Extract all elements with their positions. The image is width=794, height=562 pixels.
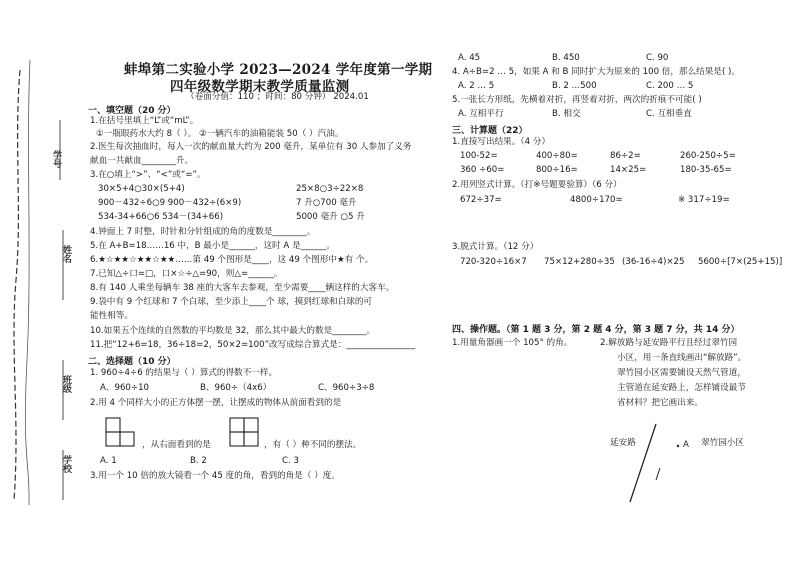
s1-q4: 4.钟面上 7 时整，时针和分针组成的角的度数是________。 [90,227,316,237]
s2-q2-end: ，有（ ）种不同的摆法。 [264,440,362,450]
s3-expr-1: 720-320÷16×7 [460,257,527,267]
s1-q2-line2: 献血一共献血________升。 [90,156,194,166]
s1-q9-line2: 能性相等。 [90,311,133,321]
s3-r2-c2: 800÷16= [536,165,578,175]
s2-q2: 2.用 4 个同样大小的正方体摆一摆，让摆成的物体从前面看到的是 [90,398,342,408]
r-q4-option-b: B. 2 …500 [552,81,597,91]
r-q5-option-b: B. 相交 [552,109,581,119]
s3-r2-c4: 180-35-65= [680,165,732,175]
s3-r2-c1: 360 ÷60= [460,165,505,175]
exam-title-line2: 四年级数学期末教学质量监测 [170,79,350,95]
s1-q7: 7.已知△÷口=□，口×☆÷△=90，则△=______。 [90,269,283,279]
s1-q3-r2-left: 900－432÷6○9 900－432÷(6×9) [98,198,242,208]
s3-expr-4: 5600÷[7×(25+15)] [698,257,783,267]
s1-q5: 5.在 A+B=18……16 中，B 最小是______，这时 A 是______。 [90,241,335,251]
s2-q2-option-c: C. 3 [282,456,299,466]
exam-title-line1: 蚌埠第二实验小学 2023—2024 学年度第一学期 [124,62,433,78]
s3-expr-3: (36-16÷4)×25 [622,257,685,267]
binding-margin [0,0,96,520]
s4-q2-line1: 2.解放路与延安路平行且经过翠竹园 [600,338,738,348]
front-view-figure [104,416,140,454]
s1-q3-r1-right: 25×8○3÷22×8 [296,184,364,194]
s3-vertical-2: 4800÷170= [570,195,623,205]
point-a-label: A [683,440,689,450]
s3-expr-2: 75×12+280÷35 [544,257,615,267]
s2-q1-option-a: A、960÷10 [100,383,150,393]
s2-q1-option-b: B、960÷（4x6） [200,383,272,393]
s1-q10: 10.如果五个连续的自然数的平均数是 32，那么其中最大的数是________。 [90,326,376,336]
s4-q2-line5: 省材料？把它画出来。 [617,398,703,408]
road-diagram [600,410,720,510]
s3-part2: 2.用列竖式计算。（打※号题要验算）（6 分） [452,180,622,190]
s1-q3-r3-right: 5000 毫升 ○5 升 [296,212,365,222]
s3-r1-c1: 100-52= [460,151,498,161]
r-q3-option-b: B. 450 [552,53,580,63]
r-q4-option-a: A. 2 … 5 [458,81,495,91]
s3-r1-c4: 260-250÷5= [680,151,736,161]
s2-q3: 3.用一个 10 倍的放大镜看一个 45 度的角，看到的角是（ ）度。 [90,471,340,481]
s4-q2-line2: 小区，用一条直线画出“解放路”。 [617,353,747,363]
s1-q1: 1.在括号里填上“L”或“mL”。 [90,116,199,126]
s3-vertical-1: 672÷37= [460,195,502,205]
cuizhuyuan-community-label: 翠竹园小区 [701,438,744,448]
r-q3-option-c: C. 90 [646,53,669,63]
s3-r2-c3: 14×25= [610,165,647,175]
s1-q1-sub: ①一瓶眼药水大约 8（ ）。 ②一辆汽车的油箱能装 50（ ）汽油。 [96,129,344,139]
r-q5: 5.一张长方形纸，先横着对折，再竖着对折，两次的折痕不可能( ) [452,95,702,105]
school-label: 学校 [61,455,71,473]
s1-q11: 11.把“12+6=18，36÷18=2，50×2=100”改写成综合算式是：________________ [90,340,416,350]
s2-q2-option-b: B. 2 [190,456,207,466]
section1-heading: 一、填空题（20 分） [88,106,176,116]
s3-part3: 3.脱式计算。（12 分） [452,242,539,252]
r-q3-option-a: A. 45 [458,53,481,63]
s4-q1: 1.用量角器画一个 105° 的角。 [452,338,573,348]
section2-heading: 二、选择题（10 分） [88,357,176,367]
r-q4: 4. A÷B=2 … 5，如果 A 和 B 同时扩大为原来的 100 倍，那么结果是( )。 [452,67,740,77]
s2-q1: 1. 960÷4÷6 的结果与（ ）算式的得数不一样。 [90,368,278,378]
s3-vertical-3: ※ 317÷19= [678,195,730,205]
s3-r1-c2: 400÷80= [536,151,578,161]
s1-q9-line1: 9.袋中有 9 个红球和 7 个白球，至少添上____个 球，摸到红球和白球的可 [90,297,373,307]
exam-info: （卷面分值：110 ；时间：80 分钟） 2024.01 [186,92,369,102]
s3-r1-c3: 86÷2= [610,151,641,161]
r-q5-option-c: C. 互相垂直 [646,109,692,119]
s3-part1: 1.直接写出结果。（4 分） [452,137,551,147]
right-view-figure [228,416,264,454]
name-label: 姓名 [61,245,71,263]
section3-heading: 三、计算题（22） [452,126,528,136]
r-q4-option-c: C. 200 … 5 [646,81,694,91]
section4-heading: 四、操作题。（第 1 题 3 分，第 2 题 4 分，第 3 题 7 分，共 14 分） [452,325,740,335]
s1-q3-r2-right: 7 升○700 毫升 [296,198,357,208]
student-number-label: 学号 [51,150,61,168]
s2-q2-option-a: A. 1 [100,456,117,466]
s1-q6: 6.★☆★★☆★★☆★★……第 49 个图形是____，这 49 个图形中★有 个。 [90,255,374,265]
s1-q3-r1-left: 30×5+4○30×(5+4) [98,184,185,194]
class-label: 班级 [61,375,71,393]
s2-q1-option-c: C、960÷3÷8 [318,383,375,393]
s4-q2-line3: 翠竹园小区需要铺设天然气管道， [617,368,746,378]
s1-q8: 8.有 140 人乘坐每辆车 38 座的大客车去参观，至少需要____辆这样的大客车。 [90,283,395,293]
s1-q2-line1: 2.医生每次抽血时，每人一次的献血量大约为 200 毫升，某单位有 30 人参加了义务 [90,142,412,152]
binding-lines [0,0,96,520]
s1-q3-r3-left: 534-34+66○6 534－(34+66) [98,212,224,222]
s4-q2-line4: 主管道在延安路上，怎样铺设最节 [617,383,746,393]
s2-q2-middle: ，从右面看到的是 [142,440,211,450]
yanan-road-label: 延安路 [610,438,636,448]
s1-q3: 3.在○填上“>”、“<”或“=”。 [90,170,206,180]
r-q5-option-a: A. 互相平行 [458,109,504,119]
